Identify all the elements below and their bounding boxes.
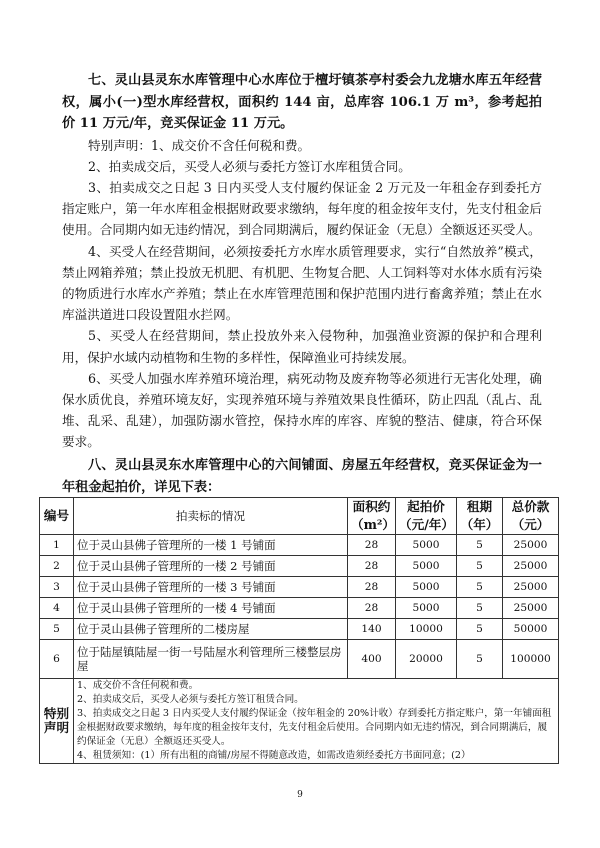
section-7-heading: 七、灵山县灵东水库管理中心水库位于檀圩镇茶亭村委会九龙塘水库五年经营权，属小(一)型水库经营权，面积约 144 亩，总库容 106.1 万 m³，参考起拍价 11 万元/年，竞买保证金 11 万元。 (62, 73, 542, 131)
row-area: 28 (348, 577, 396, 598)
table-row (40, 598, 559, 619)
special-note-1: 1、成交价不含任何税和费。 (77, 680, 199, 691)
row-no: 1 (40, 535, 74, 556)
header-term: 租期（年） (457, 498, 503, 535)
table-row (40, 640, 559, 679)
section-8-heading: 八、灵山县灵东水库管理中心的六间铺面、房屋五年经营权，竞买保证金为一年租金起拍价，详见下表： (62, 458, 542, 495)
row-start-price: 10000 (396, 619, 457, 640)
row-term: 5 (457, 598, 503, 619)
table-row (40, 619, 559, 640)
row-area: 400 (348, 640, 396, 679)
section-7-note-6: 6、买受人加强水库养殖环境治理，病死动物及废弃物等必须进行无害化处理，确保水质优良，养殖环境友好，实现养殖环境与养殖效果良性循环，防止四乱（乱占、乱堆、乱采、乱建），加强防溺水管控，保持水库的库容、库貌的整洁、健康，符合环保要求。 (62, 370, 542, 450)
section-7-note-4: 4、买受人在经营期间，必须按委托方水库水质管理要求，实行“自然放养”模式，禁止网箱养殖；禁止投放无机肥、有机肥、生物复合肥、人工饲料等对水体水质有污染的物质进行水库水产养殖；禁止在水库管理范围和保护范围内进行畜禽养殖；禁止在水库溢洪道进口段设置阻水拦网。 (62, 243, 542, 323)
section-7-note-2: 2、拍卖成交后，买受人必须与委托方签订水库租赁合同。 (88, 158, 411, 174)
row-description: 位于灵山县佛子管理所的一楼 2 号铺面 (74, 556, 348, 577)
row-start-price: 20000 (396, 640, 457, 679)
section-7-note-3: 3、拍卖成交之日起 3 日内买受人支付履约保证金 2 万元及一年租金存到委托方指定账户，第一年水库租金根据财政要求缴纳，每年度的租金按年支付，先支付租金后使用。合同期内如无违约情况，到合同期满后，履约保证金（无息）全额返还买受人。 (62, 179, 542, 238)
header-no: 编号 (40, 498, 74, 535)
row-term: 5 (457, 577, 503, 598)
special-notes-row (40, 679, 559, 764)
header-start-price: 起拍价（元/年） (396, 498, 457, 535)
table-row (40, 556, 559, 577)
row-total: 25000 (503, 535, 559, 556)
row-description: 位于灵山县佛子管理所的一楼 4 号铺面 (74, 598, 348, 619)
header-area: 面积约（m²） (348, 498, 396, 535)
page-number: 9 (297, 790, 303, 800)
row-term: 5 (457, 619, 503, 640)
row-area: 28 (348, 598, 396, 619)
section-7-note-1: 特别声明：1、成交价不含任何税和费。 (88, 137, 311, 153)
row-total: 25000 (503, 556, 559, 577)
row-no: 3 (40, 577, 74, 598)
auction-table (39, 497, 559, 764)
special-note-3: 3、拍卖成交之日起 3 日内买受人支付履约保证金（按年租金的 20%计收）存到委托方指定账户，第一年铺面租金根据财政要求缴纳，每年度的租金按年支付，先支付租金后使用。合同期内如无违约情况，到合同期满后，履约保证金（无息）全额返还买受人。 (77, 708, 552, 747)
row-description: 位于灵山县佛子管理所的一楼 1 号铺面 (74, 535, 348, 556)
row-description: 位于灵山县佛子管理所的二楼房屋 (74, 619, 348, 640)
row-area: 28 (348, 556, 396, 577)
row-total: 25000 (503, 598, 559, 619)
table-row (40, 577, 559, 598)
row-start-price: 5000 (396, 598, 457, 619)
section-8 (62, 455, 542, 498)
row-total: 100000 (503, 640, 559, 679)
table-row (40, 535, 559, 556)
section-7-note-5: 5、买受人在经营期间，禁止投放外来入侵物种，加强渔业资源的保护和合理利用，保护水域内动植物和生物的多样性，保障渔业可持续发展。 (62, 328, 542, 365)
row-term: 5 (457, 640, 503, 679)
row-description: 位于陆屋镇陆屋一街一号陆屋水利管理所三楼整层房屋 (74, 640, 348, 679)
row-area: 28 (348, 535, 396, 556)
special-note-4: 4、租赁须知：(1）所有出租的商铺/房屋不得随意改造，如需改造须经委托方书面同意；(2） (77, 750, 471, 761)
row-term: 5 (457, 556, 503, 577)
section-7 (62, 70, 542, 453)
row-total: 50000 (503, 619, 559, 640)
row-term: 5 (457, 535, 503, 556)
special-notes-label: 特别声明 (40, 679, 74, 764)
row-start-price: 5000 (396, 577, 457, 598)
header-description: 拍卖标的情况 (74, 498, 348, 535)
row-description: 位于灵山县佛子管理所的一楼 3 号铺面 (74, 577, 348, 598)
row-no: 4 (40, 598, 74, 619)
row-total: 25000 (503, 577, 559, 598)
row-no: 5 (40, 619, 74, 640)
header-total: 总价款（元） (503, 498, 559, 535)
row-start-price: 5000 (396, 556, 457, 577)
row-start-price: 5000 (396, 535, 457, 556)
table-header-row (40, 498, 559, 535)
special-note-2: 2、拍卖成交后，买受人必须与委托方签订租赁合同。 (77, 694, 304, 705)
row-area: 140 (348, 619, 396, 640)
row-no: 6 (40, 640, 74, 679)
special-notes (74, 679, 559, 764)
row-no: 2 (40, 556, 74, 577)
